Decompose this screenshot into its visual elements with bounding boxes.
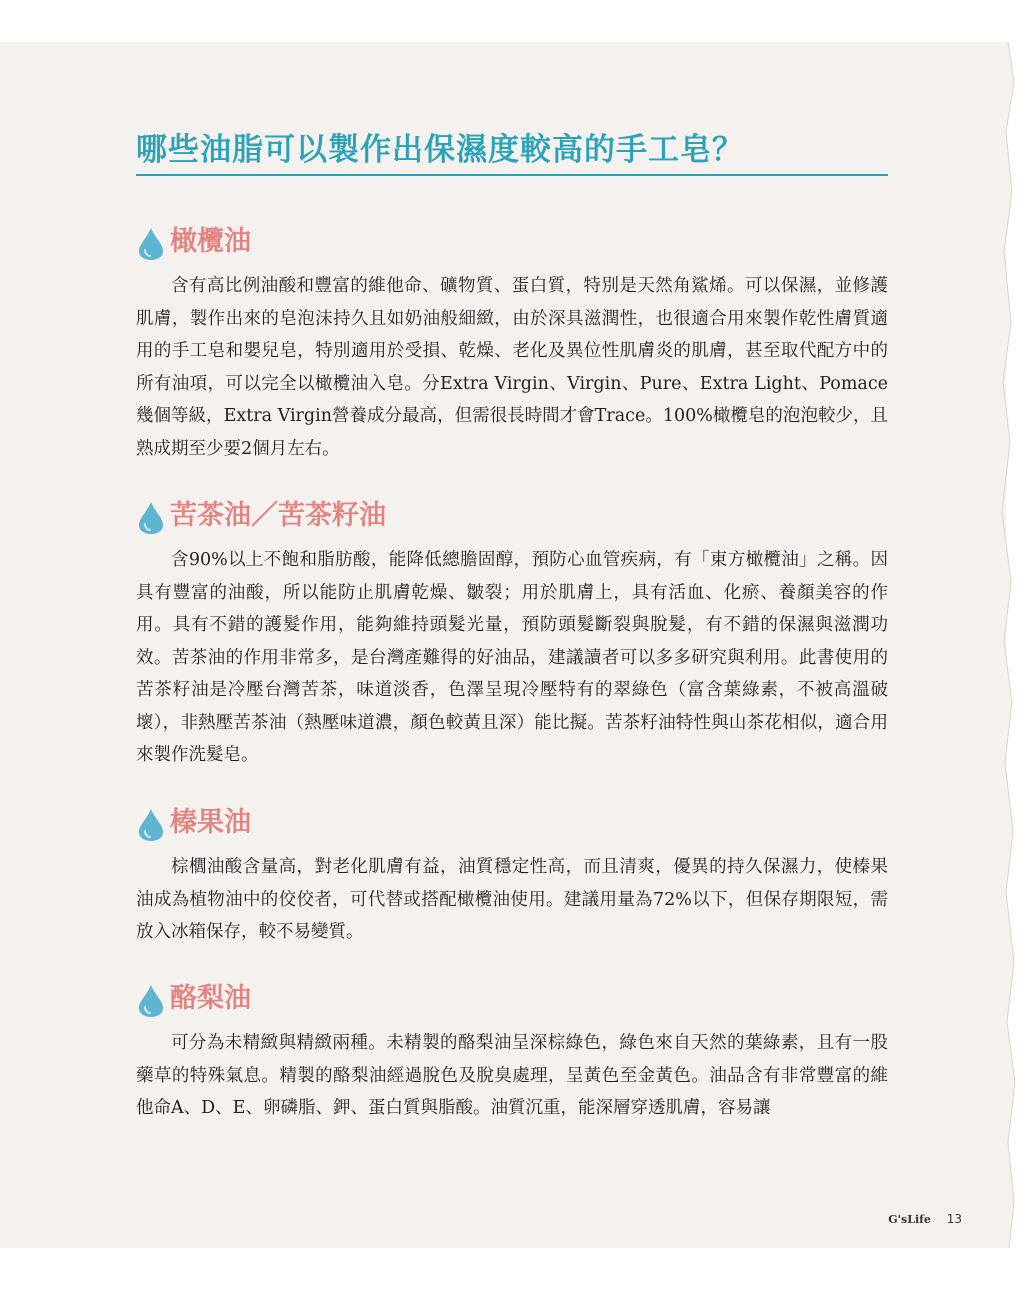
section-tea-seed-oil xyxy=(136,496,888,772)
brand-logo: G'sLife xyxy=(888,1213,931,1226)
water-drop-icon xyxy=(136,807,166,843)
section-head xyxy=(136,496,888,540)
section-olive-oil xyxy=(136,222,888,465)
section-hazelnut-oil xyxy=(136,803,888,949)
section-head xyxy=(136,222,888,266)
section-avocado-oil xyxy=(136,979,888,1125)
section-head xyxy=(136,803,888,847)
water-drop-icon xyxy=(136,983,166,1019)
page-number: 13 xyxy=(946,1212,962,1226)
section-title: 酪梨油 xyxy=(170,983,251,1014)
title-rule xyxy=(136,174,888,176)
water-drop-icon xyxy=(136,226,166,262)
section-body: 可分為未精緻與精緻兩種。未精製的酪梨油呈深棕綠色，綠色來自天然的葉綠素，且有一股藥草的特殊氣息。精製的酪梨油經過脫色及脫臭處理，呈黃色至金黃色。油品含有非常豐富的維他命A、D、E、卵磷脂、鉀、蛋白質與脂酸。油質沉重，能深層穿透肌膚，容易讓 xyxy=(136,1033,888,1118)
section-title: 苦茶油／苦茶籽油 xyxy=(170,500,386,531)
page-footer xyxy=(888,1212,962,1226)
section-head xyxy=(136,979,888,1023)
section-title: 橄欖油 xyxy=(170,226,251,257)
section-body: 含有高比例油酸和豐富的維他命、礦物質、蛋白質，特別是天然角鯊烯。可以保濕，並修護肌膚，製作出來的皂泡沫持久且如奶油般細緻，由於深具滋潤性，也很適合用來製作乾性膚質適用的手工皂和嬰兒皂，特別適用於受損、乾燥、老化及異位性肌膚炎的肌膚，甚至取代配方中的所有油項，可以完全以橄欖油入皂。分Extra Virgin、Virgin、Pure、Extra Light、Pomace幾個等級，Extra Virgin營養成分最高，但需很長時間才會Trace。100%橄欖皂的泡泡較少，且熟成期至少要2個月左右。 xyxy=(136,276,888,459)
section-body: 棕櫚油酸含量高，對老化肌膚有益，油質穩定性高，而且清爽，優異的持久保濕力，使榛果油成為植物油中的佼佼者，可代替或搭配橄欖油使用。建議用量為72%以下，但保存期限短，需放入冰箱保存，較不易變質。 xyxy=(136,857,888,942)
torn-paper-edge xyxy=(984,42,1024,1248)
section-title: 榛果油 xyxy=(170,807,251,838)
page-title: 哪些油脂可以製作出保濕度較高的手工皂？ xyxy=(136,132,744,168)
water-drop-icon xyxy=(136,500,166,536)
section-body: 含90%以上不飽和脂肪酸，能降低總膽固醇，預防心血管疾病，有「東方橄欖油」之稱。因具有豐富的油酸，所以能防止肌膚乾燥、皺裂；用於肌膚上，具有活血、化瘀、養顏美容的作用。具有不錯的護髮作用，能夠維持頭髮光量，預防頭髮斷裂與脫髮，有不錯的保濕與滋潤功效。苦茶油的作用非常多，是台灣產難得的好油品，建議讀者可以多多研究與利用。此書使用的苦茶籽油是冷壓台灣苦茶，味道淡香，色澤呈現冷壓特有的翠綠色（富含葉綠素，不被高溫破壞），非熱壓苦茶油（熱壓味道濃，顏色較黃且深）能比擬。苦茶籽油特性與山茶花相似，適合用來製作洗髮皂。 xyxy=(136,550,888,765)
